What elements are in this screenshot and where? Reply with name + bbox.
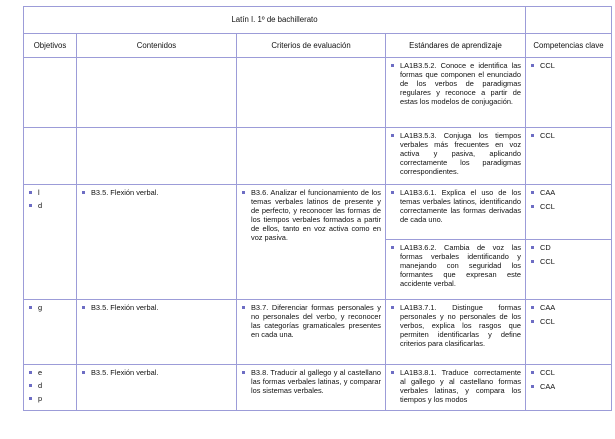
competencia-item: CCL — [530, 202, 607, 211]
competencias-cell — [526, 185, 612, 240]
objetivo-item: e — [28, 368, 72, 377]
estandar-text: LA1B3.8.1. Traduce correctamente al gallego y al castellano formas verbales latinas, y compara los tiempos y los modos — [390, 368, 521, 404]
estandar-text: LA1B3.5.2. Conoce e identifica las formas que componen el enunciado de los verbos de paradigmas regulares y reconoce a partir de estas los modelos de conjugación. — [390, 61, 521, 106]
contenido-text: B3.5. Flexión verbal. — [81, 303, 232, 312]
competencia-item: CCL — [530, 131, 607, 140]
objetivos-cell — [24, 365, 77, 411]
table-row — [24, 300, 612, 365]
objetivo-item: l — [28, 188, 72, 197]
competencia-item: CAA — [530, 303, 607, 312]
estandar-text: LA1B3.6.1. Explica el uso de los temas verbales latinos, identificando correctamente las formas derivadas de cada uno. — [390, 188, 521, 224]
curriculum-page — [23, 6, 611, 411]
criterio-cell — [237, 300, 386, 365]
estandar-text: LA1B3.6.2. Cambia de voz las formas verbales identificando y manejando con seguridad los formantes que expresan este accidente verbal. — [390, 243, 521, 288]
criterio-text: B3.7. Diferenciar formas personales y no personales del verbo, y reconocer las categorías gramaticales presentes en cada una. — [241, 303, 381, 339]
competencia-item: CCL — [530, 317, 607, 326]
title-row — [24, 7, 612, 34]
estandar-cell — [386, 128, 526, 185]
header-row — [24, 34, 612, 58]
competencia-item: CAA — [530, 188, 607, 197]
competencia-item: CAA — [530, 382, 607, 391]
table-row — [24, 365, 612, 411]
header-contenidos: Contenidos — [77, 34, 237, 58]
objetivos-cell — [24, 128, 77, 185]
estandar-cell — [386, 240, 526, 300]
criterio-cell — [237, 128, 386, 185]
estandar-cell — [386, 365, 526, 411]
criterio-text: B3.6. Analizar el funcionamiento de los temas verbales latinos de presente y de perfecto, y reconocer las formas de los tiempos verbales formados a partir de ellos, tanto en voz activa como en voz pasiva. — [241, 188, 381, 243]
table-row — [24, 128, 612, 185]
competencia-item: CD — [530, 243, 607, 252]
competencias-cell — [526, 300, 612, 365]
estandar-text: LA1B3.5.3. Conjuga los tiempos verbales más frecuentes en voz activa y pasiva, aplicando correctamente los paradigmas correspondientes. — [390, 131, 521, 176]
competencia-item: CCL — [530, 257, 607, 266]
criterio-text: B3.8. Traducir al gallego y al castellano las formas verbales latinas, y comparar los sistemas verbales. — [241, 368, 381, 395]
header-competencias: Competencias clave — [526, 34, 612, 58]
contenidos-cell — [77, 185, 237, 300]
estandar-cell — [386, 185, 526, 240]
contenidos-cell — [77, 300, 237, 365]
objetivo-item: g — [28, 303, 72, 312]
objetivo-item: p — [28, 394, 72, 403]
table-row — [24, 58, 612, 128]
criterio-cell — [237, 185, 386, 300]
competencia-item: CCL — [530, 368, 607, 377]
estandar-cell — [386, 300, 526, 365]
curriculum-table — [23, 6, 612, 411]
contenidos-cell — [77, 58, 237, 128]
objetivos-cell — [24, 300, 77, 365]
header-criterios: Criterios de evaluación — [237, 34, 386, 58]
objetivos-cell — [24, 185, 77, 300]
header-objetivos: Objetivos — [24, 34, 77, 58]
objetivo-item: d — [28, 381, 72, 390]
competencias-cell — [526, 128, 612, 185]
contenido-text: B3.5. Flexión verbal. — [81, 368, 232, 377]
objetivos-cell — [24, 58, 77, 128]
competencias-cell — [526, 240, 612, 300]
criterio-cell — [237, 365, 386, 411]
contenidos-cell — [77, 128, 237, 185]
competencias-cell — [526, 365, 612, 411]
title-row-blank-cell — [526, 7, 612, 34]
course-title: Latín I. 1º de bachillerato — [24, 7, 526, 34]
table-row — [24, 185, 612, 240]
objetivo-item: d — [28, 201, 72, 210]
criterio-cell — [237, 58, 386, 128]
estandar-text: LA1B3.7.1. Distingue formas personales y no personales de los verbos, explica los rasgos que permiten identificarlas y define criterios para clasificarlas. — [390, 303, 521, 348]
header-estandares: Estándares de aprendizaje — [386, 34, 526, 58]
competencias-cell — [526, 58, 612, 128]
contenido-text: B3.5. Flexión verbal. — [81, 188, 232, 197]
estandar-cell — [386, 58, 526, 128]
contenidos-cell — [77, 365, 237, 411]
competencia-item: CCL — [530, 61, 607, 70]
